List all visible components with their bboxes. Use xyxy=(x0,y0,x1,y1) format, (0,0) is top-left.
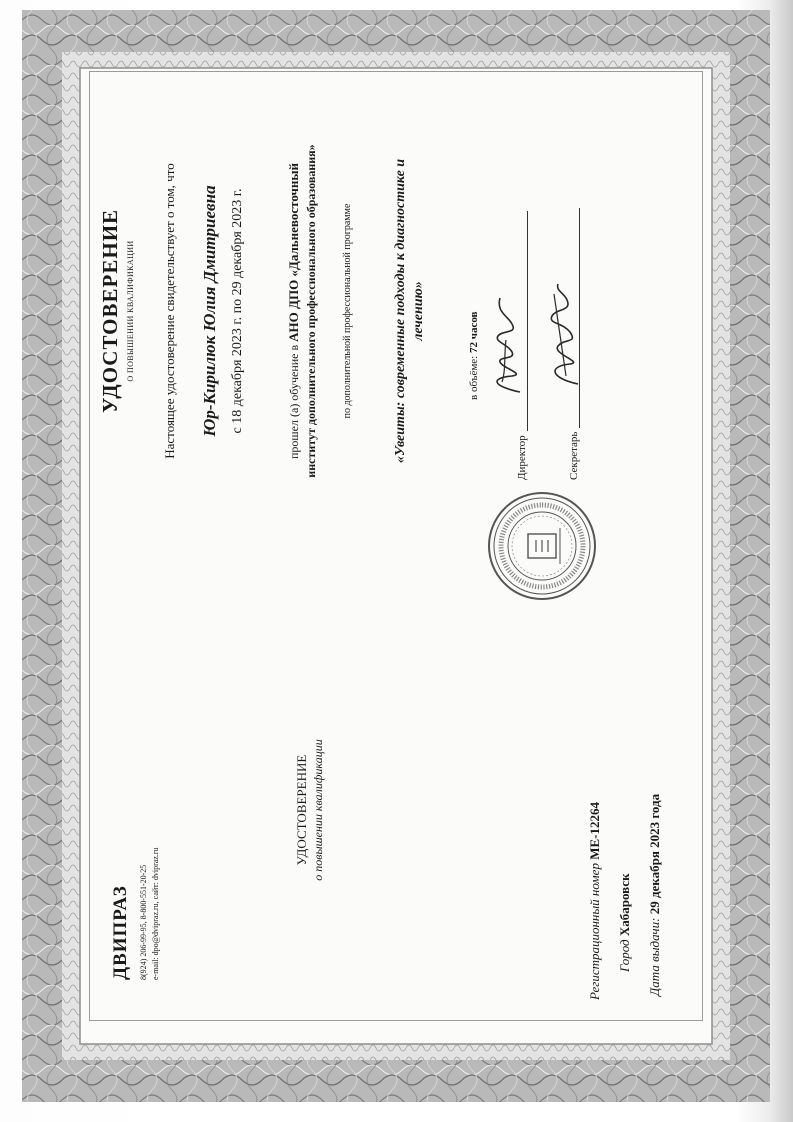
course-title xyxy=(392,72,428,550)
secretary-signature xyxy=(538,280,588,390)
volume-label: в объёме: xyxy=(468,355,480,400)
registration-number-row xyxy=(580,580,610,1000)
certificate-left-half xyxy=(90,550,702,1020)
certificate-right-half xyxy=(90,72,702,550)
trained-organization: АНО ДПО «Дальневосточный xyxy=(286,163,301,342)
person-name: Юр-Кирилюк Юлия Дмитриевна xyxy=(200,185,219,437)
trained-organization-line2: институт дополнительного профессионального образования» xyxy=(304,144,318,478)
left-title-sub: о повышении квалификации xyxy=(311,739,325,881)
left-title-main: УДОСТОВЕРЕНИЕ xyxy=(294,754,309,866)
contacts-email-site: e-mail: dpo@dvipraz.ru, сайт: dvipraz.ru xyxy=(151,847,160,980)
organization-seal-icon xyxy=(486,490,598,602)
issue-date-label: Дата выдачи: xyxy=(647,917,662,996)
left-document-title xyxy=(294,680,326,940)
issue-date-value: 29 декабря 2023 года xyxy=(647,793,662,915)
director-signature xyxy=(482,290,532,400)
organization-contacts xyxy=(138,847,162,980)
certificate-intro: Настоящее удостоверение свидетельствует о том, что xyxy=(162,163,177,459)
course-title-line2: лечению» xyxy=(411,281,426,341)
contacts-phones: 8(924) 206-99-95, 8-800-551-20-25 xyxy=(139,864,148,980)
registration-number-label: Регистрационный номер xyxy=(587,863,602,1000)
study-dates: с 18 декабря 2023 г. по 29 декабря 2023 г. xyxy=(230,188,245,434)
issue-date-row xyxy=(640,580,670,1000)
certificate-content xyxy=(90,72,702,1020)
program-line: по дополнительной профессиональной программе xyxy=(342,203,353,419)
organization-name: ДВИПРАЗ xyxy=(110,885,131,980)
certificate-title: УДОСТОВЕРЕНИЕ xyxy=(98,208,122,414)
registration-block xyxy=(580,580,670,1000)
director-label: Директор xyxy=(516,435,528,480)
trained-at-line xyxy=(286,72,302,550)
city-value: Хабаровск xyxy=(617,873,632,937)
certificate-subtitle: О ПОВЫШЕНИИ КВАЛИФИКАЦИИ xyxy=(126,240,135,382)
registration-number-value: МЕ-12264 xyxy=(587,802,602,860)
volume-row xyxy=(468,311,480,400)
course-title-line1: «Увеиты: современные подходы к диагностике и xyxy=(393,158,408,464)
volume-value: 72 часов xyxy=(468,311,480,353)
secretary-label: Секретарь xyxy=(568,431,580,480)
city-row xyxy=(610,580,640,1000)
trained-prefix: прошел (а) обучение в xyxy=(287,344,301,459)
city-label: Город xyxy=(617,939,632,972)
